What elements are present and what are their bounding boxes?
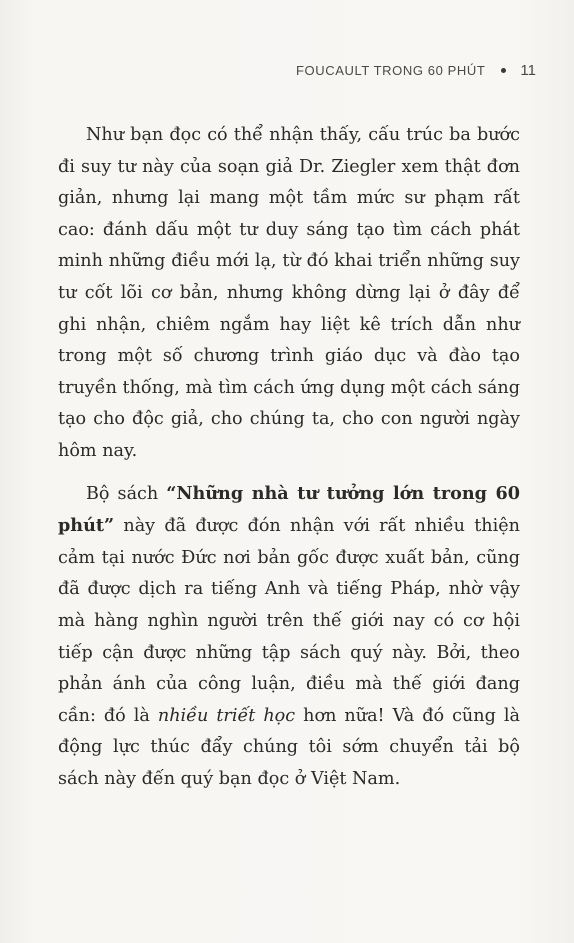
running-header	[296, 62, 536, 79]
paragraph-2	[58, 478, 520, 796]
paragraph-1: Như bạn đọc có thể nhận thấy, cấu trúc ba bước đi suy tư này của soạn giả Dr. Ziegler xem thật đơn giản, nhưng lại mang một tầm mức sư phạm rất cao: đánh dấu một tư duy sáng tạo tìm cách phát minh những điều mới lạ, từ đó khai triển những suy tư cốt lõi cơ bản, nhưng không dừng lại ở đây để ghi nhận, chiêm ngắm hay liệt kê trích dẫn như trong một số chương trình giáo dục và đào tạo truyền thống, mà tìm cách ứng dụng một cách sáng tạo cho độc giả, cho chúng ta, cho con người ngày hôm nay.	[58, 125, 520, 461]
emphasis-phrase: nhiều triết học	[157, 705, 296, 726]
body-text	[58, 120, 520, 795]
paragraph-2-outro: hơn nữa! Và đó cũng là động lực thúc đẩy chúng tôi sớm chuyển tải bộ sách này đến quý bạn đọc ở Việt Nam.	[58, 705, 520, 789]
series-title: “Những nhà tư tưởng lớn trong 60 phút”	[58, 482, 520, 537]
bullet-separator-icon	[501, 68, 506, 73]
paragraph-2-middle: này đã được đón nhận với rất nhiều thiện cảm tại nước Đức nơi bản gốc được xuất bản, cũng đã được dịch ra tiếng Anh và tiếng Pháp, nhờ vậy mà hàng nghìn người trên thế giới nay có cơ hội tiếp cận được những tập sách quý này. Bởi, theo phản ánh của công luận, điều mà thế giới đang cần: đó là	[58, 516, 520, 726]
paragraph-2-intro: Bộ sách	[86, 483, 167, 504]
page-number: 11	[520, 62, 536, 79]
running-header-title: FOUCAULT TRONG 60 PHÚT	[295, 63, 486, 78]
